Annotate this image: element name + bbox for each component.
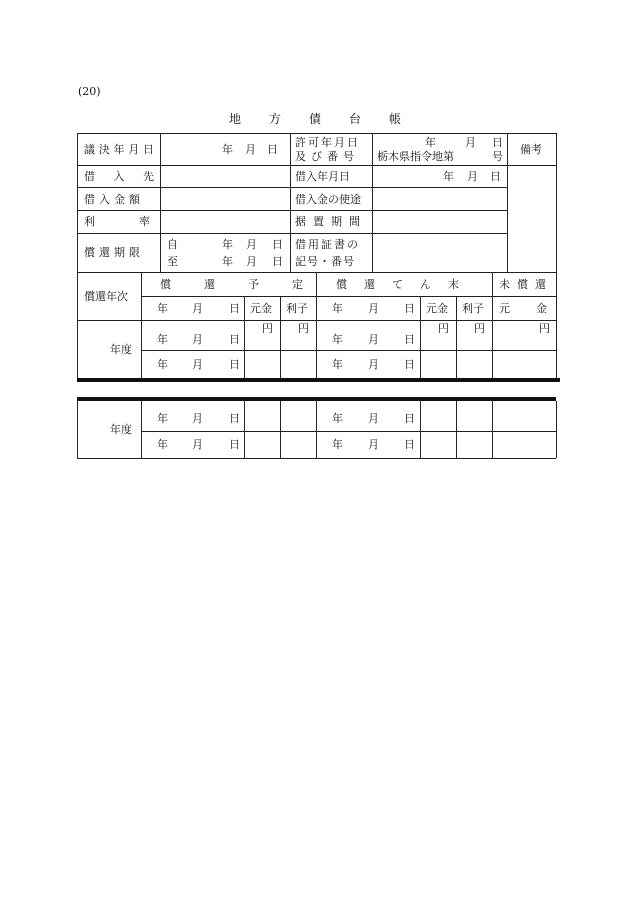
permit-prefix: 栃木県指令地第: [377, 150, 454, 163]
row-day: 日: [404, 358, 415, 371]
borrow-month: 月: [467, 170, 478, 183]
fiscal-year-label: 年度: [110, 423, 132, 436]
row-year: 年: [332, 412, 343, 425]
borrow-day: 日: [490, 170, 501, 183]
label-planned: 償還予定: [160, 278, 336, 291]
row-year: 年: [332, 333, 343, 346]
col-principal: 元金: [250, 302, 272, 315]
label-permit-date: 許可年月日: [295, 136, 360, 149]
row-year: 年: [332, 358, 343, 371]
row-year: 年: [157, 412, 168, 425]
row-day: 日: [229, 438, 240, 451]
row-day: 日: [404, 412, 415, 425]
label-remarks: 備考: [520, 143, 542, 156]
term-from-day: 日: [272, 238, 283, 251]
title-char: 帳: [389, 112, 402, 126]
permit-go: 号: [492, 150, 503, 163]
permit-year: 年: [425, 136, 436, 149]
label-borrow-amount: 借入金額: [84, 193, 144, 206]
term-from-month: 月: [246, 238, 257, 251]
title-char: 台: [349, 112, 362, 126]
title-char: 地: [228, 112, 241, 126]
label-grace: 据置期間: [295, 215, 367, 228]
gike-month: 月: [245, 143, 256, 156]
title-char: 方: [268, 112, 281, 126]
borrow-year: 年: [443, 170, 454, 183]
term-to: 至: [167, 255, 178, 268]
col-unpaid-principal: 元金: [499, 302, 573, 315]
row-month: 月: [192, 438, 203, 451]
label-unpaid: 未償還: [499, 278, 553, 291]
label-gike-date: 議 決 年 月 日: [84, 143, 154, 156]
page-number: (20): [78, 85, 101, 98]
row-month: 月: [192, 333, 203, 346]
label-actual: 償還てん末: [336, 278, 476, 291]
permit-day: 日: [492, 136, 503, 149]
yen-unit: 円: [298, 322, 309, 335]
yen-unit: 円: [474, 322, 485, 335]
col-interest-actual: 利子: [462, 302, 484, 315]
term-to-year: 年: [222, 255, 233, 268]
yen-unit: 円: [262, 322, 273, 335]
term-from: 自: [167, 238, 178, 251]
col-month-actual: 月: [368, 302, 379, 315]
row-year: 年: [332, 438, 343, 451]
row-day: 日: [229, 358, 240, 371]
term-to-day: 日: [272, 255, 283, 268]
row-year: 年: [157, 333, 168, 346]
term-to-month: 月: [246, 255, 257, 268]
yen-unit: 円: [539, 322, 550, 335]
gike-year: 年: [222, 143, 233, 156]
col-month: 月: [192, 302, 203, 315]
title-char: 債: [308, 112, 321, 126]
row-month: 月: [368, 333, 379, 346]
row-day: 日: [229, 412, 240, 425]
label-interest: 利率: [84, 215, 194, 228]
label-borrow-date: 借入年月日: [295, 170, 350, 183]
col-year: 年: [157, 302, 168, 315]
row-year: 年: [157, 358, 168, 371]
label-year-col: 償還年次: [84, 290, 128, 303]
col-day: 日: [229, 302, 240, 315]
label-purpose: 借入金の使途: [295, 193, 361, 206]
label-permit-number: 及び番号: [295, 150, 359, 163]
row-day: 日: [404, 438, 415, 451]
row-month: 月: [368, 358, 379, 371]
label-term: 償還期限: [84, 246, 144, 259]
col-year-actual: 年: [332, 302, 343, 315]
row-month: 月: [192, 358, 203, 371]
label-lender: 借 入 先: [84, 170, 154, 183]
row-day: 日: [229, 333, 240, 346]
row-year: 年: [157, 438, 168, 451]
row-day: 日: [404, 333, 415, 346]
term-from-year: 年: [222, 238, 233, 251]
gike-day: 日: [267, 143, 278, 156]
row-month: 月: [368, 438, 379, 451]
col-principal-actual: 元金: [426, 302, 448, 315]
row-month: 月: [368, 412, 379, 425]
row-month: 月: [192, 412, 203, 425]
col-day-actual: 日: [404, 302, 415, 315]
col-interest: 利子: [286, 302, 308, 315]
document-title: [0, 110, 630, 127]
label-bond-1: 借用証書の: [295, 238, 360, 251]
permit-month: 月: [465, 136, 476, 149]
label-bond-2: 記号・番号: [295, 255, 355, 268]
fiscal-year-label: 年度: [110, 343, 132, 356]
yen-unit: 円: [438, 322, 449, 335]
